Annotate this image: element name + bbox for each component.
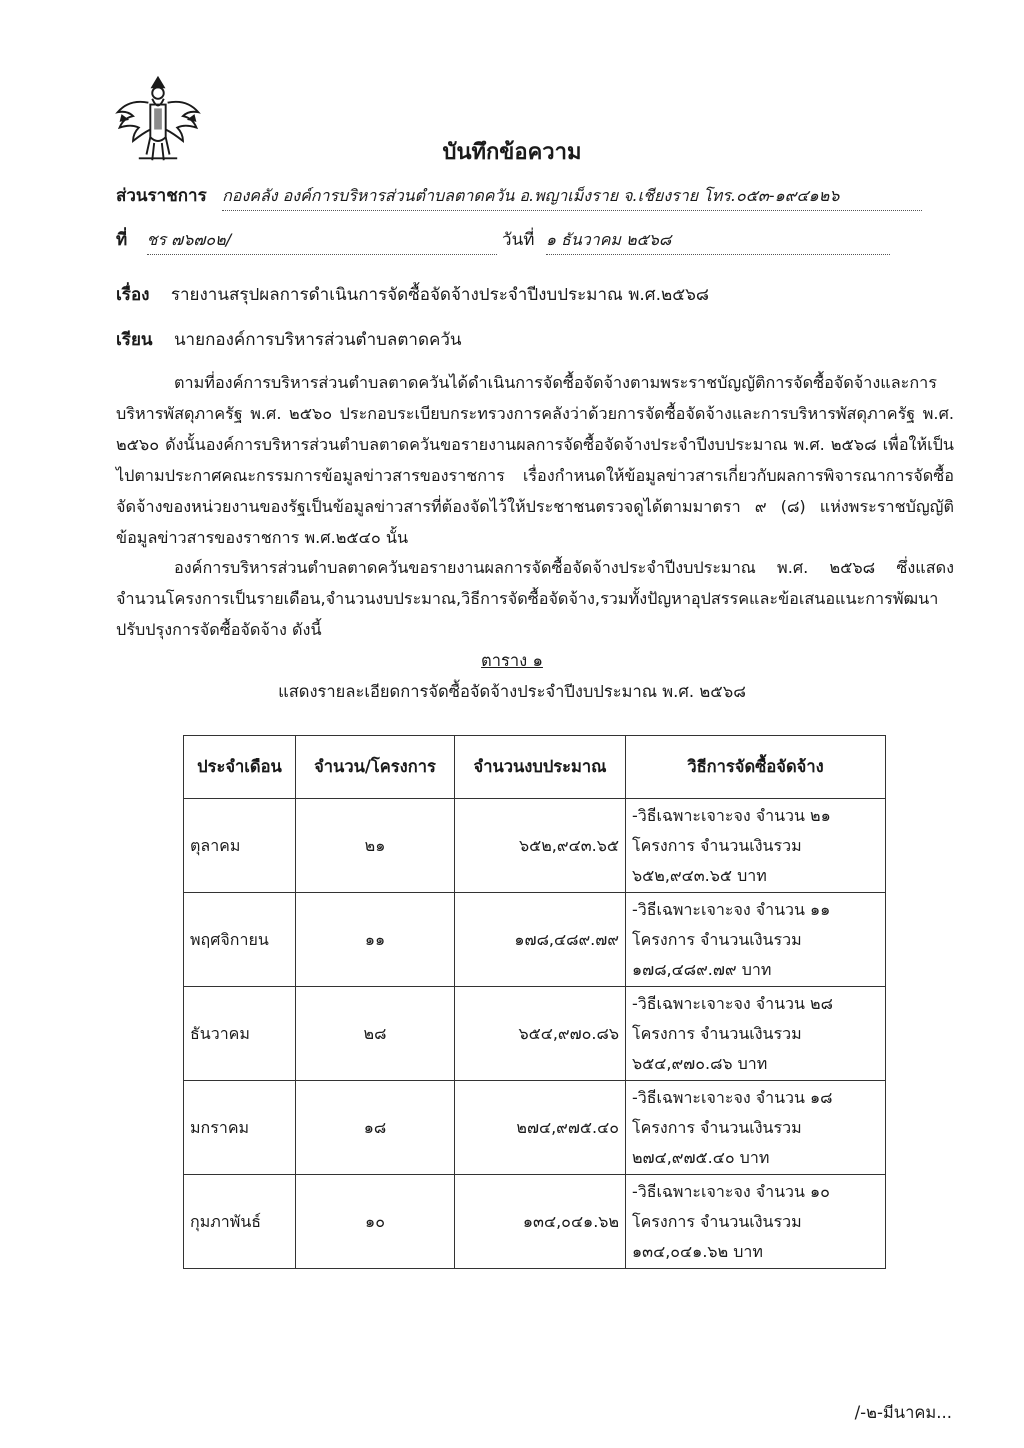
cell-method xyxy=(626,893,886,987)
cell-month: พฤศจิกายน xyxy=(184,893,296,987)
subject-label: เรื่อง xyxy=(116,285,150,305)
body-paragraph-1: ตามที่องค์การบริหารส่วนตำบลตาดควันได้ดำเนินการจัดซื้อจัดจ้างตามพระราชบัญญัติการจัดซื้อจัดจ้างและการบริหารพัสดุภาครัฐ พ.ศ. ๒๕๖๐ ประกอบระเบียบกระทรวงการคลังว่าด้วยการจัดซื้อจัดจ้างและการบริหารพัสดุภาครัฐ พ.ศ. ๒๕๖๐ ดังนั้นองค์การบริหารส่วนตำบลตาดควันขอรายงานผลการจัดซื้อจัดจ้างประจำปีงบประมาณ พ.ศ. ๒๕๖๘ เพื่อให้เป็นไปตามประกาศคณะกรรมการข้อมูลข่าวสารของราชการ เรื่องกำหนดให้ข้อมูลข่าวสารเกี่ยวกับผลการพิจารณาการจัดซื้อจัดจ้างของหน่วยงานของรัฐเป็นข้อมูลข่าวสารที่ต้องจัดไว้ให้ประชาชนตรวจดูได้ตามมาตรา ๙ (๘) แห่งพระราชบัญญัติข้อมูลข่าวสารของราชการ พ.ศ.๒๕๔๐ นั้น xyxy=(116,373,954,547)
method-line: -วิธีเฉพาะเจาะจง จำนวน ๒๑ xyxy=(632,805,831,825)
date-value: ๑ ธันวาคม ๒๕๖๘ xyxy=(546,228,890,255)
table-header-row xyxy=(184,736,886,799)
header-method: วิธีการจัดซื้อจัดจ้าง xyxy=(626,736,886,799)
agency-line xyxy=(116,182,922,211)
cell-month: มกราคม xyxy=(184,1081,296,1175)
method-line: ๖๕๒,๙๔๓.๖๕ บาท xyxy=(632,865,767,885)
body-paragraph-2: องค์การบริหารส่วนตำบลตาดควันขอรายงานผลการจัดซื้อจัดจ้างประจำปีงบประมาณ พ.ศ. ๒๕๖๘ ซึ่งแสดงจำนวนโครงการเป็นรายเดือน,จำนวนงบประมาณ,วิธีการจัดซื้อจัดจ้าง,รวมทั้งปัญหาอุปสรรคและข้อเสนอแนะการพัฒนาปรับปรุงการจัดซื้อจัดจ้าง ดังนี้ xyxy=(116,558,954,639)
table-row xyxy=(184,893,886,987)
method-line: -วิธีเฉพาะเจาะจง จำนวน ๒๘ xyxy=(632,993,833,1013)
header-budget: จำนวนงบประมาณ xyxy=(455,736,626,799)
cell-budget: ๑๓๔,๐๔๑.๖๒ xyxy=(455,1175,626,1269)
cell-method xyxy=(626,1081,886,1175)
subject-value: รายงานสรุปผลการดำเนินการจัดซื้อจัดจ้างประจำปีงบประมาณ พ.ศ.๒๕๖๘ xyxy=(170,285,709,305)
cell-month: ตุลาคม xyxy=(184,799,296,893)
method-line: -วิธีเฉพาะเจาะจง จำนวน ๑๑ xyxy=(632,899,831,919)
method-line: โครงการ จำนวนเงินรวม xyxy=(632,929,802,949)
method-line: โครงการ จำนวนเงินรวม xyxy=(632,1023,802,1043)
header-month: ประจำเดือน xyxy=(184,736,296,799)
method-line: -วิธีเฉพาะเจาะจง จำนวน ๑๘ xyxy=(632,1087,833,1107)
table-row xyxy=(184,1081,886,1175)
cell-method xyxy=(626,1175,886,1269)
agency-label: ส่วนราชการ xyxy=(116,186,207,206)
cell-count: ๒๑ xyxy=(296,799,455,893)
addressee-value: นายกองค์การบริหารส่วนตำบลตาดควัน xyxy=(173,330,462,350)
cell-count: ๑๐ xyxy=(296,1175,455,1269)
cell-count: ๒๘ xyxy=(296,987,455,1081)
cell-count: ๑๑ xyxy=(296,893,455,987)
date-label: วันที่ xyxy=(502,230,535,250)
agency-value: กองคลัง องค์การบริหารส่วนตำบลตาดควัน อ.พญาเม็งราย จ.เชียงราย โทร.๐๕๓-๑๙๔๑๒๖ xyxy=(222,184,922,211)
document-title: บันทึกข้อความ xyxy=(442,140,582,165)
cell-budget: ๖๕๒,๙๔๓.๖๕ xyxy=(455,799,626,893)
method-line: ๒๗๔,๙๗๕.๔๐ บาท xyxy=(632,1147,770,1167)
method-line: ๑๗๘,๔๘๙.๗๙ บาท xyxy=(632,959,772,979)
addressee-line xyxy=(116,326,462,353)
method-line: ๑๓๔,๐๔๑.๖๒ บาท xyxy=(632,1241,763,1261)
table-caption-number-text: ตาราง ๑ xyxy=(481,651,543,670)
reference-value: ชร ๗๖๗๐๒/ xyxy=(147,228,497,255)
method-line: โครงการ จำนวนเงินรวม xyxy=(632,835,802,855)
table-caption-number xyxy=(0,648,1024,674)
table-caption-title: แสดงรายละเอียดการจัดซื้อจัดจ้างประจำปีงบประมาณ พ.ศ. ๒๕๖๘ xyxy=(278,682,746,701)
method-line: โครงการ จำนวนเงินรวม xyxy=(632,1211,802,1231)
continued-page-marker: /-๒-มีนาคม... xyxy=(854,1403,952,1422)
cell-method xyxy=(626,987,886,1081)
method-line: -วิธีเฉพาะเจาะจง จำนวน ๑๐ xyxy=(632,1181,830,1201)
table-row xyxy=(184,799,886,893)
header-count: จำนวน/โครงการ xyxy=(296,736,455,799)
method-line: ๖๕๔,๙๗๐.๘๖ บาท xyxy=(632,1053,768,1073)
subject-line xyxy=(116,281,709,308)
cell-budget: ๑๗๘,๔๘๙.๗๙ xyxy=(455,893,626,987)
table-row xyxy=(184,987,886,1081)
addressee-label: เรียน xyxy=(116,330,153,350)
reference-line xyxy=(116,226,890,255)
cell-count: ๑๘ xyxy=(296,1081,455,1175)
procurement-table xyxy=(183,735,886,1269)
cell-budget: ๒๗๔,๙๗๕.๔๐ xyxy=(455,1081,626,1175)
reference-label: ที่ xyxy=(116,230,128,250)
cell-budget: ๖๕๔,๙๗๐.๘๖ xyxy=(455,987,626,1081)
method-line: โครงการ จำนวนเงินรวม xyxy=(632,1117,802,1137)
cell-method xyxy=(626,799,886,893)
cell-month: ธันวาคม xyxy=(184,987,296,1081)
cell-month: กุมภาพันธ์ xyxy=(184,1175,296,1269)
table-row xyxy=(184,1175,886,1269)
